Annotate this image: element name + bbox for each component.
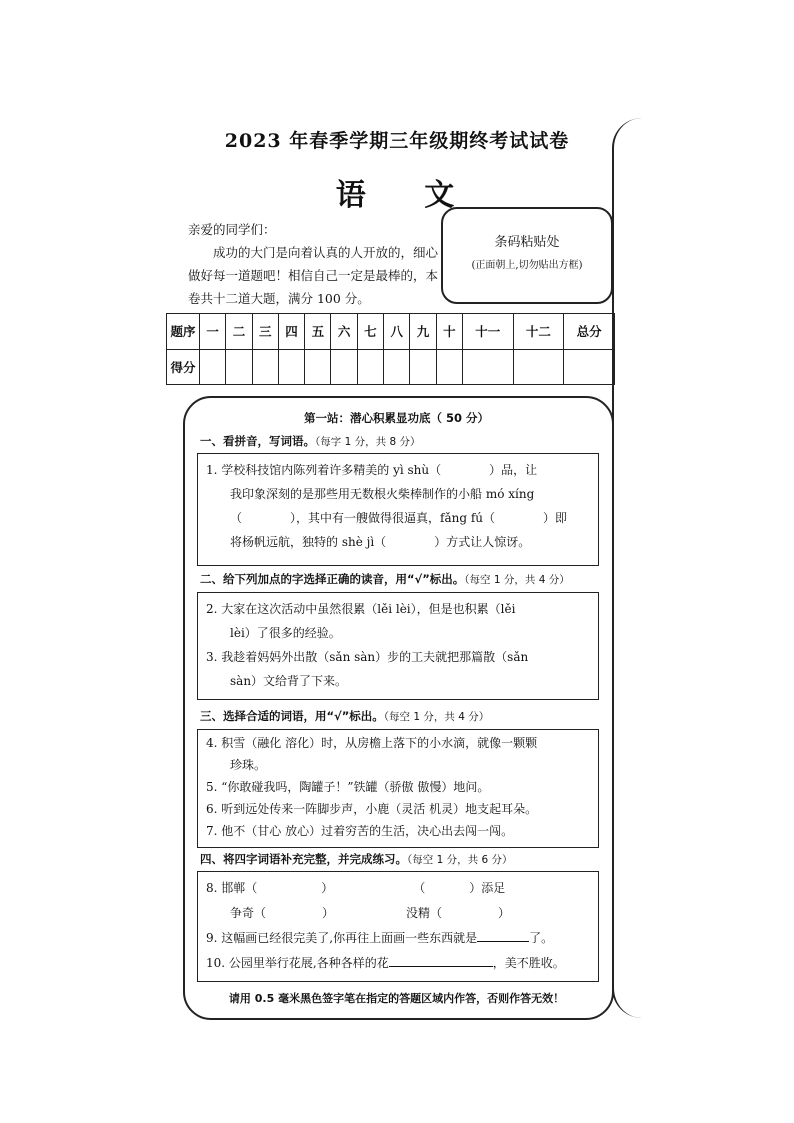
q1-text: 1. 学校科技馆内陈列着许多精美的 yì shù（	[206, 463, 442, 477]
question-1	[206, 458, 592, 554]
score-table-header-row	[167, 314, 615, 350]
question-box-1	[197, 453, 599, 566]
score-col-2: 二	[226, 314, 252, 350]
section-2-title	[200, 571, 570, 587]
score-table-score-row	[167, 349, 615, 385]
q10-text: 10. 公园里举行花展,各种各样的花	[206, 956, 389, 970]
q1-text: （	[230, 511, 243, 525]
section-1-title	[200, 433, 420, 449]
q5-text: 5. “你敢碰我吗，陶罐子！”铁罐（骄傲 傲慢）地问。	[206, 780, 490, 794]
score-cell	[226, 349, 252, 385]
section-title: 三、选择合适的词语，用“√”标出。	[200, 709, 384, 723]
q3-text: sàn）文给背了下来。	[230, 674, 348, 688]
score-cell	[564, 349, 615, 385]
score-table-row-label: 题序	[167, 314, 200, 350]
score-cell	[462, 349, 513, 385]
intro-body: 成功的大门是向着认真的人开放的，细心做好每一道题吧！相信自己一定是最棒的，本卷共十二道大题，满分 100 分。	[188, 245, 439, 306]
q1-text: 将杨帆远航，独特的 shè jì（	[230, 535, 387, 549]
q10-text: ，美不胜收。	[492, 956, 565, 970]
q8-text: 8. 邯郸（	[206, 881, 258, 895]
answer-instruction: 请用 0.5 毫米黑色签字笔在指定的答题区域内作答，否则作答无效！	[228, 992, 565, 1005]
score-col-7: 七	[357, 314, 383, 350]
binding-margin-line	[612, 118, 654, 1018]
score-cell	[357, 349, 383, 385]
subject-title: 语 文	[335, 178, 479, 213]
barcode-area	[441, 207, 613, 304]
score-col-total: 总分	[564, 314, 615, 350]
section-4-title	[200, 851, 512, 867]
intro-greeting: 亲爱的同学们：	[188, 222, 276, 237]
exam-title: 2023 年春季学期三年级期终考试试卷	[224, 130, 570, 152]
q8-text: （	[413, 881, 426, 895]
q1-text: 我印象深刻的是那些用无数根火柴棒制作的小船 mó xíng	[230, 487, 535, 501]
q8-text: ）	[498, 906, 511, 920]
barcode-title: 条码粘贴处	[494, 235, 560, 250]
q8-text: ）	[321, 881, 334, 895]
q2-text: 2. 大家在这次活动中虽然很累（lěi lèi），但是也积累（lěi	[206, 602, 516, 616]
q9-blank	[477, 941, 529, 942]
q7-text: 7. 他不（甘心 放心）过着穷苦的生活，决心出去闯一闯。	[206, 824, 514, 838]
q3-text: 3. 我趁着妈妈外出散（sǎn sàn）步的工夫就把那篇散（sǎn	[206, 650, 529, 664]
q8-text: ）添足	[469, 881, 506, 895]
q6-text: 6. 听到远处传来一阵脚步声，小鹿（灵活 机灵）地支起耳朵。	[206, 802, 538, 816]
q8-text: ）	[322, 906, 335, 920]
section-points: （每空 1 分，共 4 分）	[383, 711, 490, 723]
score-cell	[384, 349, 410, 385]
score-cell	[252, 349, 278, 385]
q9-text: 9. 这幅画已经很完美了,你再往上面画一些东西就是	[206, 931, 478, 945]
question-box-2	[197, 592, 599, 700]
questions-8-10	[206, 876, 592, 976]
score-cell	[305, 349, 331, 385]
score-col-8: 八	[384, 314, 410, 350]
score-cell	[436, 349, 462, 385]
section-title: 一、看拼音，写词语。	[200, 434, 315, 448]
section-points: （每空 1 分，共 6 分）	[407, 854, 513, 866]
q8-text: 没精（	[406, 906, 443, 920]
score-cell	[278, 349, 304, 385]
intro-note	[188, 218, 440, 310]
question-box-4	[197, 871, 599, 982]
score-col-11: 十一	[462, 314, 513, 350]
score-col-9: 九	[410, 314, 436, 350]
q1-text: ）方式让人惊讶。	[434, 535, 531, 549]
questions-4-7	[206, 732, 592, 842]
section-points: （每字 1 分，共 8 分）	[315, 436, 421, 448]
questions-2-3	[206, 597, 592, 693]
section-title: 二、给下列加点的字选择正确的读音，用“√”标出。	[200, 572, 465, 586]
score-col-10: 十	[436, 314, 462, 350]
score-col-12: 十二	[513, 314, 564, 350]
score-cell	[200, 349, 226, 385]
score-col-4: 四	[278, 314, 304, 350]
q1-text: ）即	[543, 511, 568, 525]
score-cell	[410, 349, 436, 385]
q1-text: ），其中有一艘做得很逼真，fǎng fú（	[290, 511, 496, 525]
score-col-1: 一	[200, 314, 226, 350]
score-col-5: 五	[305, 314, 331, 350]
score-col-6: 六	[331, 314, 357, 350]
q4-text: 4. 积雪（融化 溶化）时，从房檐上落下的小水滴，就像一颗颗	[206, 736, 538, 750]
score-cell	[331, 349, 357, 385]
q8-text: 争奇（	[230, 906, 267, 920]
q9-text: 了。	[529, 931, 554, 945]
score-table-row-label: 得分	[167, 349, 200, 385]
score-table	[166, 313, 615, 385]
barcode-note: (正面朝上,切勿贴出方框)	[471, 260, 583, 271]
question-box-3	[197, 729, 599, 848]
section-title: 四、将四字词语补充完整，并完成练习。	[200, 852, 407, 866]
section-points: （每空 1 分，共 4 分）	[464, 574, 570, 586]
score-col-3: 三	[252, 314, 278, 350]
q1-text: ）品，让	[489, 463, 538, 477]
q10-blank	[389, 966, 493, 967]
score-cell	[513, 349, 564, 385]
q2-text: lèi）了很多的经验。	[230, 626, 341, 640]
station-title: 第一站：潜心积累显功底（ 50 分）	[303, 411, 489, 425]
q4-text: 珍珠。	[230, 758, 267, 772]
section-3-title	[200, 708, 489, 724]
